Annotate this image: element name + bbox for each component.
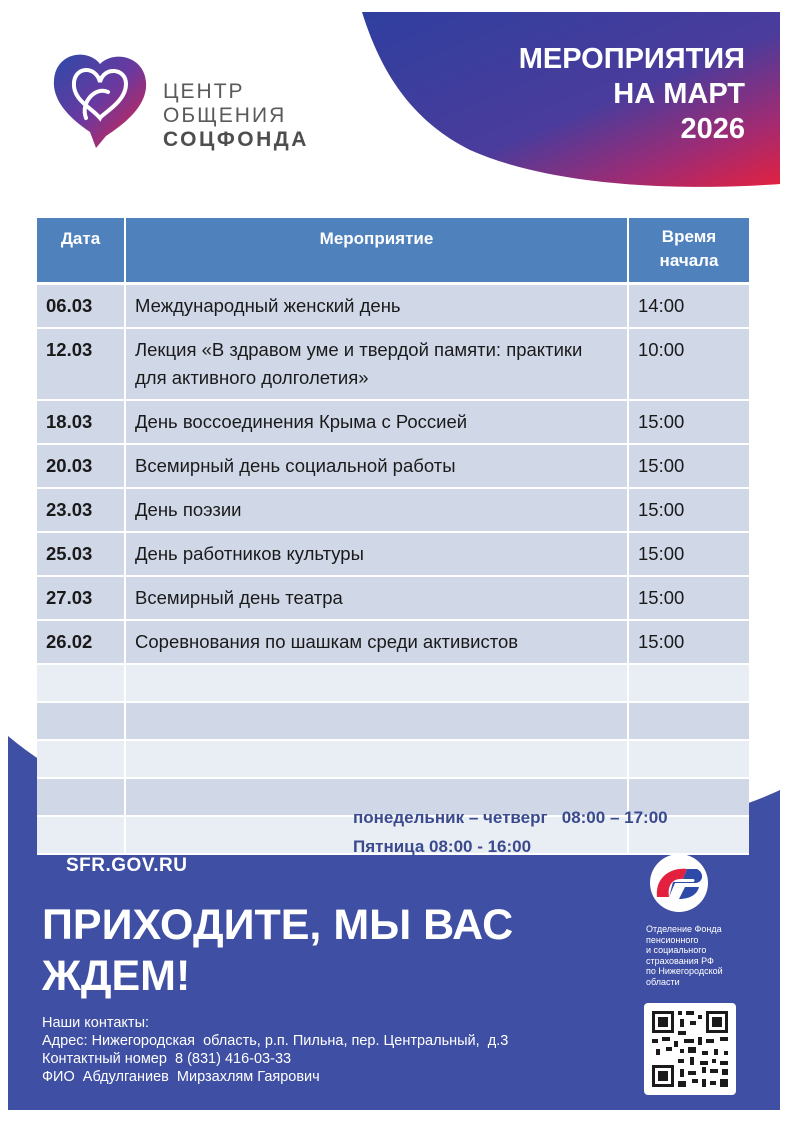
schedule-table [37, 218, 749, 855]
sfr-caption [646, 924, 756, 987]
cell-time: 10:00 [628, 328, 749, 400]
logo-line-3: СОЦФОНДА [163, 128, 309, 151]
cell-date: 18.03 [37, 400, 125, 444]
sfr-caption-line-2: пенсионного [646, 934, 699, 945]
cell-event: Всемирный день социальной работы [125, 444, 628, 488]
contacts-phone: Контактный номер 8 (831) 416-03-33 [42, 1051, 292, 1067]
cta-line-1: ПРИХОДИТЕ, МЫ ВАС [42, 901, 514, 949]
empty-cell [37, 702, 125, 740]
cell-event: Всемирный день театра [125, 576, 628, 620]
contacts-title: Наши контакты: [42, 1015, 150, 1031]
header-time-line-2: начала [659, 251, 719, 270]
cell-time: 15:00 [628, 576, 749, 620]
table-row [37, 532, 749, 576]
table-row [37, 400, 749, 444]
table-row [37, 576, 749, 620]
header-date: Дата [37, 218, 125, 284]
contacts-block [42, 1014, 508, 1086]
title-line-1: МЕРОПРИЯТИЯ [518, 43, 745, 75]
header-time [628, 218, 749, 284]
empty-cell [628, 664, 749, 702]
table-row [37, 284, 749, 329]
hours-friday: Пятница 08:00 - 16:00 [353, 837, 532, 856]
table-row [37, 620, 749, 664]
cell-time: 15:00 [628, 532, 749, 576]
cta-line-2: ЖДЕМ! [42, 952, 191, 1000]
cell-time: 15:00 [628, 620, 749, 664]
cell-time: 15:00 [628, 444, 749, 488]
empty-cell [37, 740, 125, 778]
cell-date: 26.02 [37, 620, 125, 664]
empty-cell [125, 664, 628, 702]
page-title [445, 42, 745, 147]
empty-table-row [37, 664, 749, 702]
cell-time: 15:00 [628, 400, 749, 444]
contacts-address: Адрес: Нижегородская область, р.п. Пильна, пер. Центральный, д.3 [42, 1033, 509, 1049]
table-header-row [37, 218, 749, 284]
table-row [37, 488, 749, 532]
sfr-caption-line-6: области [646, 976, 680, 987]
cell-event: Лекция «В здравом уме и твердой памяти: практики для активного долголетия» [125, 328, 628, 400]
table-row [37, 328, 749, 400]
logo-line-2: ОБЩЕНИЯ [163, 104, 287, 127]
empty-cell [37, 816, 125, 854]
cell-date: 12.03 [37, 328, 125, 400]
logo-line-1: ЦЕНТР [163, 80, 245, 103]
empty-cell [125, 702, 628, 740]
logo-text [163, 80, 309, 152]
sfr-caption-line-4: страхования РФ [646, 955, 714, 966]
cell-event: День воссоединения Крыма с Россией [125, 400, 628, 444]
cell-date: 20.03 [37, 444, 125, 488]
table-body [37, 284, 749, 855]
call-to-action [42, 900, 602, 1002]
sfr-caption-line-1: Отделение Фонда [646, 924, 722, 934]
empty-table-row [37, 740, 749, 778]
heart-chat-icon [52, 52, 148, 152]
cell-time: 14:00 [628, 284, 749, 329]
header-time-line-1: Время [661, 227, 717, 246]
hours-weekdays: понедельник – четверг 08:00 – 17:00 [353, 808, 668, 827]
sfr-logo-icon [643, 853, 715, 913]
cell-date: 25.03 [37, 532, 125, 576]
sfr-caption-line-3: и социального [646, 945, 707, 955]
empty-cell [37, 664, 125, 702]
table-row [37, 444, 749, 488]
cell-event: День поэзии [125, 488, 628, 532]
cell-date: 23.03 [37, 488, 125, 532]
empty-cell [628, 740, 749, 778]
site-link[interactable]: SFR.GOV.RU [66, 855, 188, 876]
contacts-person: ФИО Абдулганиев Мирзахлям Гаярович [42, 1069, 320, 1085]
qr-code-icon[interactable] [644, 1003, 736, 1095]
cell-time: 15:00 [628, 488, 749, 532]
cell-date: 27.03 [37, 576, 125, 620]
title-line-2: НА МАРТ [613, 78, 745, 110]
cell-event: День работников культуры [125, 532, 628, 576]
empty-cell [628, 702, 749, 740]
empty-table-row [37, 702, 749, 740]
empty-cell [37, 778, 125, 816]
cell-event: Соревнования по шашкам среди активистов [125, 620, 628, 664]
cell-date: 06.03 [37, 284, 125, 329]
header-event: Мероприятие [125, 218, 628, 284]
cell-event: Международный женский день [125, 284, 628, 329]
empty-cell [125, 740, 628, 778]
sfr-caption-line-5: по Нижегородской [646, 966, 723, 976]
title-line-3: 2026 [680, 113, 745, 145]
